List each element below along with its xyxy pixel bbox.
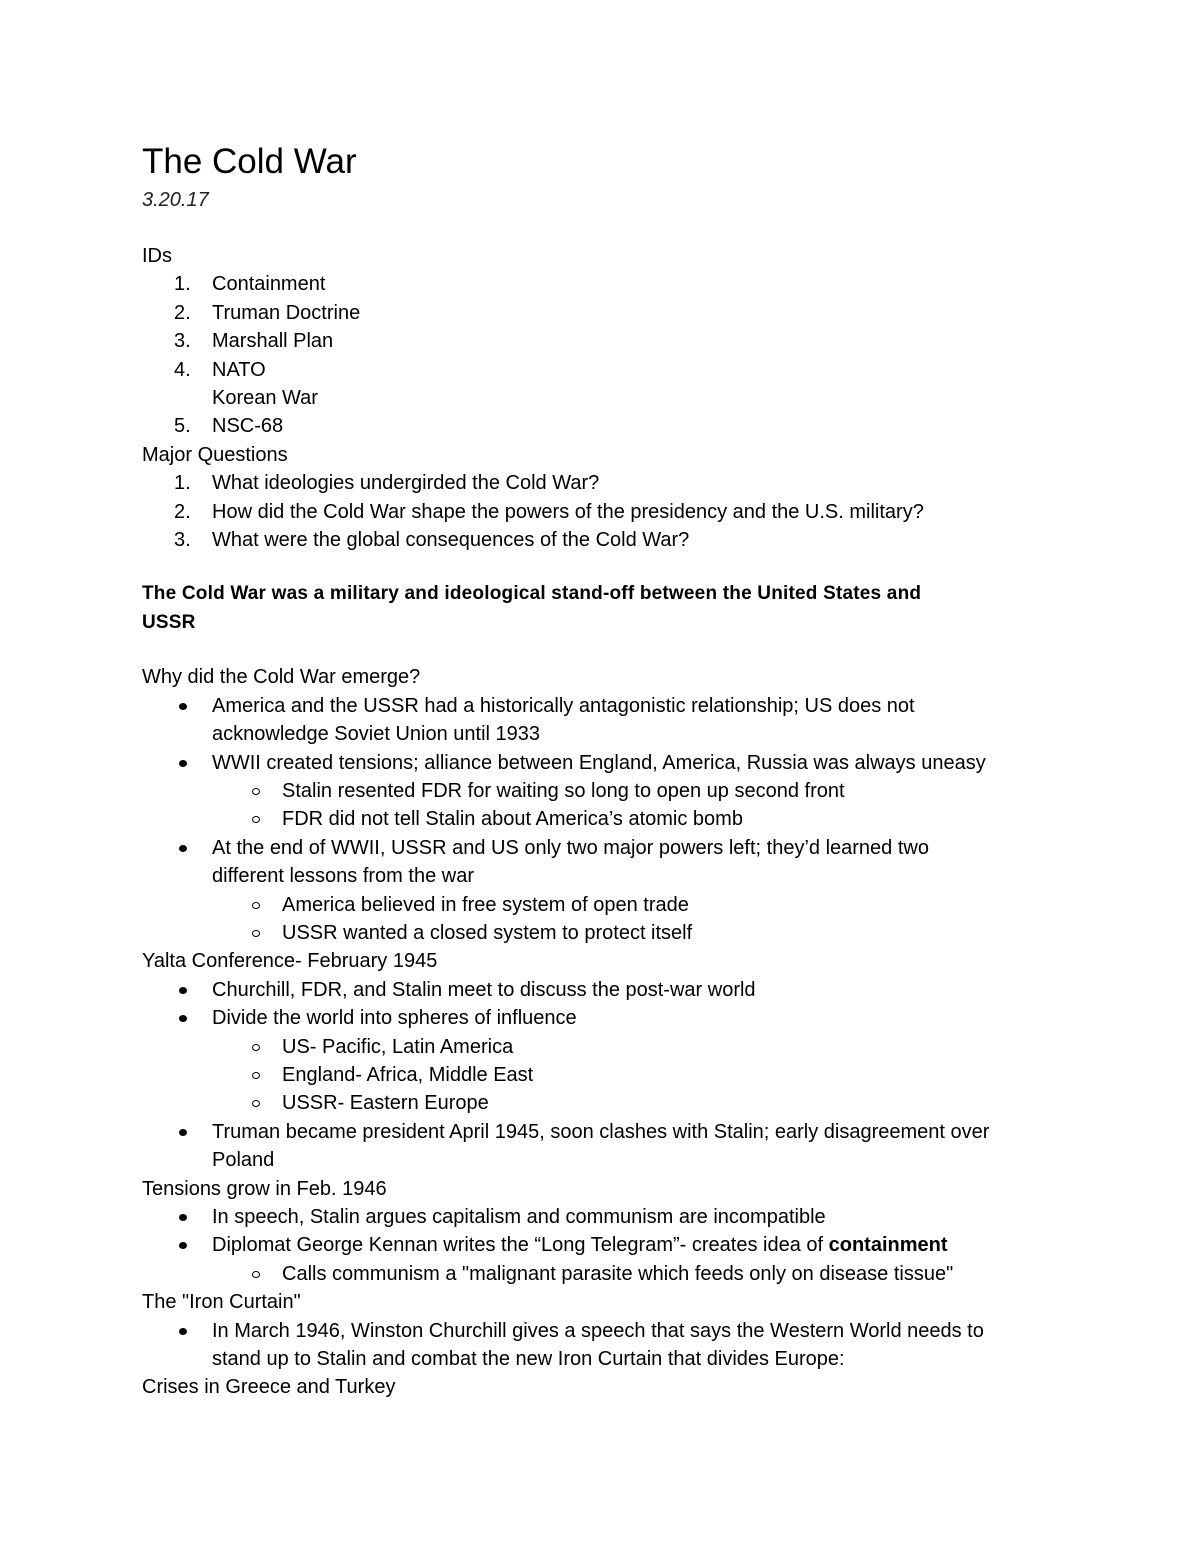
crises-label: Crises in Greece and Turkey (142, 1376, 396, 1399)
bullet-continuation: different lessons from the war (212, 865, 474, 888)
bullet-item (142, 749, 1072, 777)
bullet-text: USSR wanted a closed system to protect itself (282, 921, 693, 944)
bullet-text: FDR did not tell Stalin about America’s atomic bomb (282, 808, 743, 831)
sub-bullet-item (142, 777, 1072, 805)
list-text: What ideologies undergirded the Cold War? (212, 472, 600, 495)
sub-bullet-item (142, 1061, 1072, 1089)
list-item (142, 412, 1072, 440)
bullet-dot-icon (179, 760, 187, 767)
list-item (142, 356, 1072, 384)
thesis-heading-line1: The Cold War was a military and ideological stand-off between the United States and (142, 583, 922, 605)
spacer (142, 637, 1072, 663)
list-number: 1. (174, 273, 191, 296)
bullet-text: At the end of WWII, USSR and US only two major powers left; they’d learned two (212, 836, 929, 859)
bullet-dot-icon (179, 845, 187, 852)
list-item (142, 327, 1072, 355)
document-date: 3.20.17 (142, 189, 209, 211)
bullet-dot-icon (179, 1129, 187, 1136)
questions-list (142, 469, 1072, 554)
bullet-item (142, 1231, 1072, 1259)
bullet-circle-icon (252, 788, 260, 795)
bullet-text: England- Africa, Middle East (282, 1063, 534, 1086)
spacer (142, 554, 1072, 580)
bullet-continuation: Poland (212, 1149, 275, 1172)
bullet-dot-icon (179, 1328, 187, 1335)
bullet-circle-icon (252, 1072, 260, 1079)
bullet-text: USSR- Eastern Europe (282, 1092, 489, 1115)
bullet-dot-icon (179, 987, 187, 994)
bullet-continuation: acknowledge Soviet Union until 1933 (212, 723, 540, 746)
bullet-text: America believed in free system of open trade (282, 893, 689, 916)
bullet-text: Truman became president April 1945, soon clashes with Stalin; early disagreement over (212, 1120, 990, 1143)
ids-label: IDs (142, 245, 172, 267)
bullet-item (142, 976, 1072, 1004)
list-number: 3. (174, 529, 191, 552)
bullet-item (142, 1317, 1072, 1345)
bullet-text: US- Pacific, Latin America (282, 1035, 514, 1058)
sub-bullet-item (142, 1089, 1072, 1117)
bullet-text: In speech, Stalin argues capitalism and communism are incompatible (212, 1206, 826, 1228)
sub-bullet-item (142, 891, 1072, 919)
bullet-dot-icon (179, 1015, 187, 1022)
sub-bullet-item (142, 919, 1072, 947)
bullet-text: Divide the world into spheres of influence (212, 1007, 577, 1030)
list-text: NSC-68 (212, 415, 284, 438)
bullet-text: America and the USSR had a historically antagonistic relationship; US does not (212, 694, 915, 717)
bold-term: containment (828, 1234, 948, 1257)
bullet-circle-icon (252, 930, 260, 937)
list-text: How did the Cold War shape the powers of the presidency and the U.S. military? (212, 500, 924, 523)
bullet-text: Stalin resented FDR for waiting so long to open up second front (282, 779, 845, 802)
bullet-circle-icon (252, 1271, 260, 1278)
sub-bullet-item (142, 1260, 1072, 1288)
list-item (142, 270, 1072, 298)
spacer (142, 214, 1072, 242)
questions-label: Major Questions (142, 443, 288, 466)
bullet-text: WWII created tensions; alliance between England, America, Russia was always uneasy (212, 751, 986, 774)
list-text: Truman Doctrine (212, 301, 361, 324)
list-item (142, 299, 1072, 327)
bullet-text: Diplomat George Kennan writes the “Long Telegram”- creates idea of (212, 1234, 829, 1257)
emerge-label: Why did the Cold War emerge? (142, 666, 421, 689)
bullet-dot-icon (179, 1242, 187, 1249)
list-item (142, 384, 1072, 412)
list-text: Containment (212, 273, 326, 296)
list-item (142, 469, 1072, 497)
list-number: 1. (174, 472, 191, 495)
list-item (142, 526, 1072, 554)
list-number: 2. (174, 301, 191, 324)
document-title: The Cold War (142, 142, 357, 181)
document-page (142, 140, 1072, 1402)
bullet-item (142, 834, 1072, 862)
bullet-text: Calls communism a "malignant parasite which feeds only on disease tissue" (282, 1262, 954, 1285)
iron-curtain-label: The "Iron Curtain" (142, 1291, 301, 1314)
bullet-dot-icon (179, 703, 187, 710)
list-text: Korean War (212, 387, 318, 410)
bullet-text: Churchill, FDR, and Stalin meet to discuss the post-war world (212, 978, 756, 1001)
bullet-text: In March 1946, Winston Churchill gives a speech that says the Western World needs to (212, 1319, 984, 1342)
sub-bullet-item (142, 1033, 1072, 1061)
bullet-item (142, 692, 1072, 720)
bullet-item (142, 1118, 1072, 1146)
list-number: 5. (174, 415, 191, 438)
yalta-label: Yalta Conference- February 1945 (142, 950, 438, 973)
thesis-heading-line2: USSR (142, 611, 196, 633)
bullet-circle-icon (252, 816, 260, 823)
tensions-label: Tensions grow in Feb. 1946 (142, 1177, 387, 1200)
list-text: What were the global consequences of the Cold War? (212, 529, 690, 552)
list-text: NATO (212, 358, 266, 381)
bullet-dot-icon (179, 1214, 187, 1221)
sub-bullet-item (142, 805, 1072, 833)
list-number: 2. (174, 500, 191, 523)
bullet-circle-icon (252, 1044, 260, 1051)
list-number: 4. (174, 358, 191, 381)
list-item (142, 498, 1072, 526)
ids-list (142, 270, 1072, 440)
list-text: Marshall Plan (212, 330, 334, 353)
bullet-continuation: stand up to Stalin and combat the new Iron Curtain that divides Europe: (212, 1348, 845, 1371)
bullet-circle-icon (252, 902, 260, 909)
bullet-item (142, 1004, 1072, 1032)
bullet-item (142, 1203, 1072, 1231)
list-number: 3. (174, 330, 191, 353)
bullet-circle-icon (252, 1100, 260, 1107)
